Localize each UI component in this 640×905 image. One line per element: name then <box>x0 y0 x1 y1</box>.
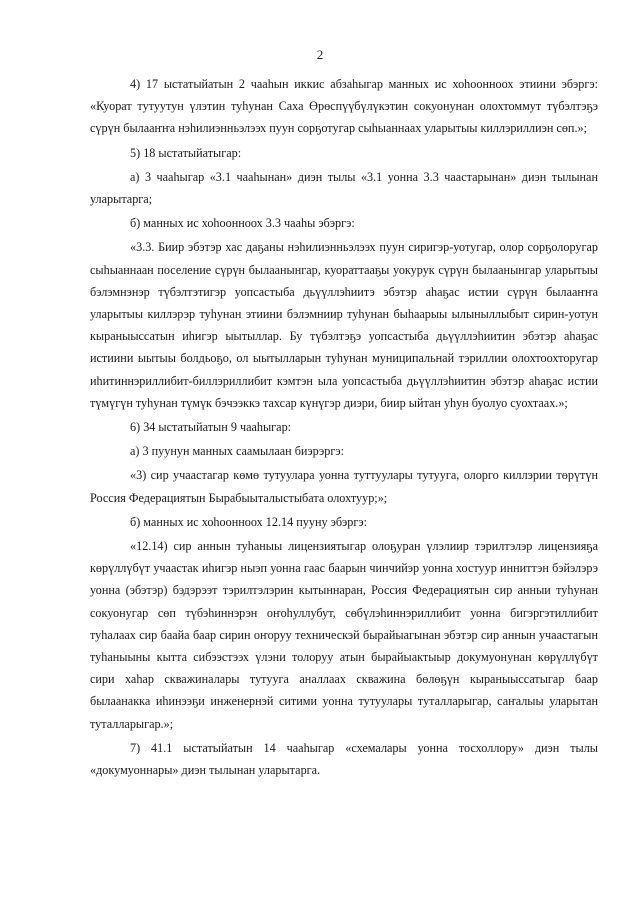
paragraph-subitem-6b: б) манных ис хоһоонноох 12.14 пууну эбэргэ: <box>130 514 367 529</box>
paragraph-subitem-5b: б) манных ис хоһоонноох 3.3 чааһы эбэргэ: <box>130 216 355 231</box>
paragraph-quote-3-3: «3.3. Биир эбэтэр хас даҕаны нэһилиэнньэлээх пуун сиригэр-уотугар, олор сорҕолоругар сыһыаннаан поселение сүрүн былаанынгар, куораттааҕы уокурук сүрүн былаанынгар уларытыы бэлэмнэнэр түбэлтэтигэр уопсастыба дьүүллэһиитэ эбэтэр аһаҕас истии сүрүн былааҥҥа уларытыы киллэрэр туһунан этиини бэлэмниир туһунан быһаарыы ылыныллыбыт сирин-уотун кыраныыссатын иһигэр ыытыллар. Бу түбэлтэҕэ уопсастыба дьүүллэһиитин эбэтэр аһаҕас истиини ыытыы болдьоҕо, ол ыытылларын туһунан муниципальнай тэриллии олохтоохторугар иһитиннэриллибит-биллэриллибит кэмтэн ыла уопсастыба дьүүллэһиитин эбэтэр аһаҕас истии түмүгүн туһунан түмүк бэчээккэ тахсар күнүгэр диэри, биир ыйтан уһун буолуо суохтаах.»; <box>90 240 598 410</box>
paragraph-quote-12-14: «12.14) сир аннын туһаныы лицензиятыгар олоҕуран үлэлиир тэрилтэлэр лицензияҕа көрүллүбүт учаастак иһигэр ныэп уонна гаас баарын чинчийэр уонна хостуур инниттэн бэйэлэрэ уонна (эбэтэр) бэдэрээт тэрилтэлэрин кытыннаран, Россия Федерациятын сир анныи туһунан сокуонугар сөп түбэһиннэрэн оҥоһуллубут, сөбүлэһиннэриллибит уонна бигэргэтиллибит туһалаах сир баайа баар сирин оҥоруу техническэй бырайыагынан эбэтэр сир аннын учаастагын туһаныыны кытта сибээстээх үлэни толоруу атын бырайыактыыр докумуонунан көрүллүбүт сири хаһар скважиналары тутууга аналлаах скважина бөлөҕүн кыраныыссатыгар баар былаанакка иһинээҕи инженернэй ситими уонна тутуулары туталларыгар, саҥалыы уларытан туталларыгар.»; <box>90 539 598 731</box>
page-number: 2 <box>316 47 324 62</box>
paragraph-item-7: 7) 41.1 ыстатыйатын 14 чааһыгар «схемалары уонна тосхоллору» диэн тылы «докумуоннары» диэн тылынан уларытарга. <box>90 740 598 778</box>
paragraph-subitem-5a: а) 3 чааһыгар «3.1 чааһынан» диэн тылы «3.1 уонна 3.3 чаастарынан» диэн тылынан уларытарга; <box>90 169 598 207</box>
paragraph-item-6: 6) 34 ыстатыйатын 9 чааһыгар: <box>130 420 292 435</box>
paragraph-subitem-6a: а) 3 пуунун манных саамылаан биэрэргэ: <box>130 444 345 459</box>
document-body <box>90 73 598 781</box>
paragraph-item-4: 4) 17 ыстатыйатын 2 чааһын иккис абзаһыгар манных ис хоһоонноох этиини эбэргэ: «Куорат тутуутун үлэтин туһунан Саха Өрөспүүбүлүкэтин сокуонунан олохтоммут түбэлтэҕэ сүрүн былааҥҥа нэһилиэнньэлээх пуун сорҕотугар сыһыаннаах уларытыы киллэриллиэн сөп.»; <box>90 77 598 136</box>
paragraph-quote-3: «3) сир учаастагар көмө тутуулара уонна туттуулары тутууга, олорго киллэрии төрүтүн Россия Федерациятын Бырабыыталыстыбата олохтуур;»; <box>90 468 598 505</box>
paragraph-item-5: 5) 18 ыстатыйатыгар: <box>130 145 242 160</box>
